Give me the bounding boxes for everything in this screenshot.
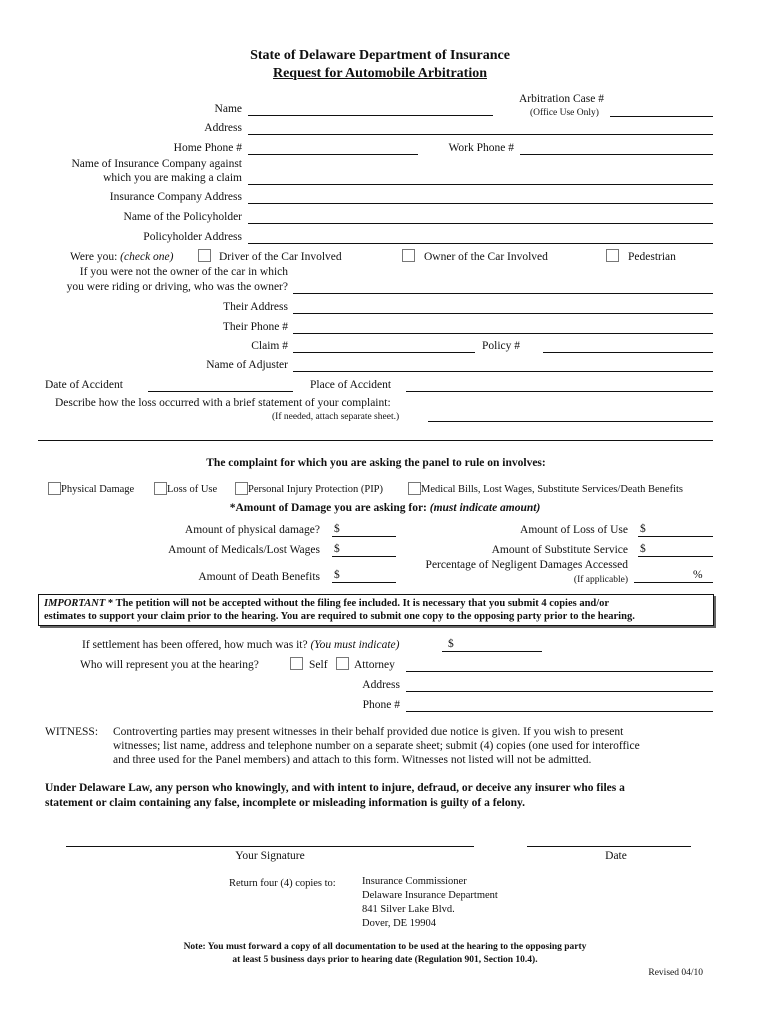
- negligence-percent-field[interactable]: [634, 582, 713, 583]
- law-line-2: statement or claim containing any false, incomplete or misleading information is guilty of a felony.: [45, 797, 525, 809]
- physical-amount-field[interactable]: [332, 536, 396, 537]
- ins-co-field[interactable]: [248, 184, 713, 185]
- complaint-heading: The complaint for which you are asking the panel to rule on involves:: [206, 457, 546, 469]
- not-owner-label-1: If you were not the owner of the car in which: [79, 266, 288, 278]
- settlement-dollar: $: [448, 638, 454, 650]
- owner-label: Owner of the Car Involved: [424, 251, 548, 263]
- address-field[interactable]: [248, 134, 713, 135]
- negligence-label-2: (If applicable): [573, 575, 628, 585]
- physical-amount-label: Amount of physical damage?: [184, 524, 320, 536]
- death-amount-field[interactable]: [332, 582, 396, 583]
- important-line-2: estimates to support your claim prior to the hearing. You are required to submit one copy to the opposing party prior to the hearing.: [44, 611, 635, 622]
- physical-damage-label: Physical Damage: [61, 484, 135, 495]
- percent-sign: %: [693, 569, 703, 581]
- ins-co-label-1: Name of Insurance Company against: [71, 158, 242, 170]
- attorney-address-label: Address: [362, 679, 400, 691]
- case-label: Arbitration Case #: [519, 93, 604, 105]
- pedestrian-checkbox[interactable]: [606, 249, 619, 262]
- describe-label: Describe how the loss occurred with a brief statement of your complaint:: [55, 397, 391, 409]
- their-address-field[interactable]: [293, 313, 713, 314]
- describe-field-1[interactable]: [428, 421, 713, 422]
- representation-question: Who will represent you at the hearing?: [80, 659, 259, 671]
- loss-use-amount-field[interactable]: [638, 536, 713, 537]
- physical-dollar: $: [334, 523, 340, 535]
- home-phone-label: Home Phone #: [173, 142, 242, 154]
- claim-field[interactable]: [293, 352, 475, 353]
- attorney-label: Attorney: [354, 659, 395, 671]
- describe-field-2[interactable]: [38, 440, 713, 441]
- attorney-name-field[interactable]: [406, 671, 713, 672]
- substitute-dollar: $: [640, 543, 646, 555]
- date-accident-label: Date of Accident: [45, 379, 123, 391]
- place-accident-label: Place of Accident: [310, 379, 392, 391]
- date-label: Date: [605, 850, 627, 862]
- loss-use-amount-label: Amount of Loss of Use: [520, 524, 628, 536]
- not-owner-label-2: you were riding or driving, who was the owner?: [66, 281, 288, 293]
- form-subtitle: Request for Automobile Arbitration: [272, 66, 487, 81]
- medical-bills-label: Medical Bills, Lost Wages, Substitute Services/Death Benefits: [421, 484, 684, 495]
- claim-label: Claim #: [251, 340, 288, 352]
- self-checkbox[interactable]: [290, 657, 303, 670]
- policy-field[interactable]: [543, 352, 713, 353]
- your-signature-label: Your Signature: [235, 850, 305, 862]
- adjuster-field[interactable]: [293, 371, 713, 372]
- describe-note: (If needed, attach separate sheet.): [272, 412, 400, 422]
- settlement-amount-field[interactable]: [442, 651, 542, 652]
- return-address-4: Dover, DE 19904: [362, 918, 436, 929]
- case-number-field[interactable]: [610, 116, 713, 117]
- negligence-label-1: Percentage of Negligent Damages Accessed: [425, 559, 628, 571]
- witness-label: WITNESS:: [45, 726, 99, 738]
- pedestrian-label: Pedestrian: [628, 251, 676, 263]
- substitute-amount-field[interactable]: [638, 556, 713, 557]
- owner-name-field[interactable]: [293, 293, 713, 294]
- self-label: Self: [309, 659, 328, 671]
- signature-field[interactable]: [66, 846, 474, 847]
- owner-checkbox[interactable]: [402, 249, 415, 262]
- form-title: State of Delaware Department of Insurance: [250, 48, 510, 63]
- physical-damage-checkbox[interactable]: [48, 482, 61, 495]
- law-line-1: Under Delaware Law, any person who knowingly, and with intent to injure, defraud, or deceive any insurer who files a: [45, 782, 625, 794]
- signature-date-field[interactable]: [527, 846, 691, 847]
- attorney-checkbox[interactable]: [336, 657, 349, 670]
- policy-label: Policy #: [482, 340, 521, 352]
- work-phone-label: Work Phone #: [448, 142, 514, 154]
- attorney-phone-field[interactable]: [406, 711, 713, 712]
- policyholder-address-label: Policyholder Address: [143, 231, 242, 243]
- medical-bills-checkbox[interactable]: [408, 482, 421, 495]
- policyholder-name-label: Name of the Policyholder: [123, 211, 242, 223]
- home-phone-field[interactable]: [248, 154, 418, 155]
- were-you-label: Were you: (check one): [70, 251, 174, 263]
- settlement-question: If settlement has been offered, how much was it? (You must indicate): [82, 639, 400, 651]
- address-label: Address: [204, 122, 242, 134]
- return-address-2: Delaware Insurance Department: [362, 890, 498, 901]
- their-phone-label: Their Phone #: [222, 321, 288, 333]
- important-line-1: IMPORTANT * The petition will not be accepted without the filing fee included. It is necessary that you submit 4 copies and/or: [44, 598, 610, 609]
- policyholder-name-field[interactable]: [248, 223, 713, 224]
- pip-checkbox[interactable]: [235, 482, 248, 495]
- witness-line-1: Controverting parties may present witnesses in their behalf provided due notice is given. If you wish to present: [113, 726, 624, 738]
- medicals-dollar: $: [334, 543, 340, 555]
- attorney-address-field[interactable]: [406, 691, 713, 692]
- death-amount-label: Amount of Death Benefits: [198, 571, 320, 583]
- adjuster-label: Name of Adjuster: [206, 359, 288, 371]
- return-label: Return four (4) copies to:: [229, 878, 336, 889]
- revised-date: Revised 04/10: [648, 968, 703, 978]
- ins-co-label-2: which you are making a claim: [103, 172, 242, 184]
- return-address-1: Insurance Commissioner: [362, 876, 467, 887]
- ins-co-address-field[interactable]: [248, 203, 713, 204]
- witness-line-2: witnesses; list name, address and telephone number on a separate sheet; submit (4) copies (one used for interoffice: [113, 740, 640, 752]
- loss-of-use-checkbox[interactable]: [154, 482, 167, 495]
- note-line-2: at least 5 business days prior to hearing date (Regulation 901, Section 10.4).: [232, 955, 538, 965]
- loss-use-dollar: $: [640, 523, 646, 535]
- policyholder-address-field[interactable]: [248, 243, 713, 244]
- name-field[interactable]: [248, 115, 493, 116]
- name-label: Name: [214, 103, 242, 115]
- their-address-label: Their Address: [223, 301, 288, 313]
- loss-of-use-label: Loss of Use: [167, 484, 218, 495]
- damages-heading: *Amount of Damage you are asking for: (must indicate amount): [229, 502, 541, 514]
- case-note: (Office Use Only): [530, 108, 599, 118]
- ins-co-address-label: Insurance Company Address: [109, 191, 242, 203]
- medicals-amount-field[interactable]: [332, 556, 396, 557]
- return-address-3: 841 Silver Lake Blvd.: [362, 904, 455, 915]
- their-phone-field[interactable]: [293, 333, 713, 334]
- note-line-1: Note: You must forward a copy of all documentation to be used at the hearing to the opposing party: [183, 942, 587, 952]
- place-accident-field[interactable]: [406, 391, 713, 392]
- death-dollar: $: [334, 569, 340, 581]
- medicals-amount-label: Amount of Medicals/Lost Wages: [168, 544, 320, 556]
- attorney-phone-label: Phone #: [362, 699, 400, 711]
- date-accident-field[interactable]: [148, 391, 293, 392]
- driver-label: Driver of the Car Involved: [219, 251, 342, 263]
- driver-checkbox[interactable]: [198, 249, 211, 262]
- pip-label: Personal Injury Protection (PIP): [248, 484, 384, 495]
- substitute-amount-label: Amount of Substitute Service: [491, 544, 628, 556]
- work-phone-field[interactable]: [520, 154, 713, 155]
- witness-line-3: and three used for the Panel members) and attach to this form. Witnesses not listed will not be admitted.: [113, 754, 592, 766]
